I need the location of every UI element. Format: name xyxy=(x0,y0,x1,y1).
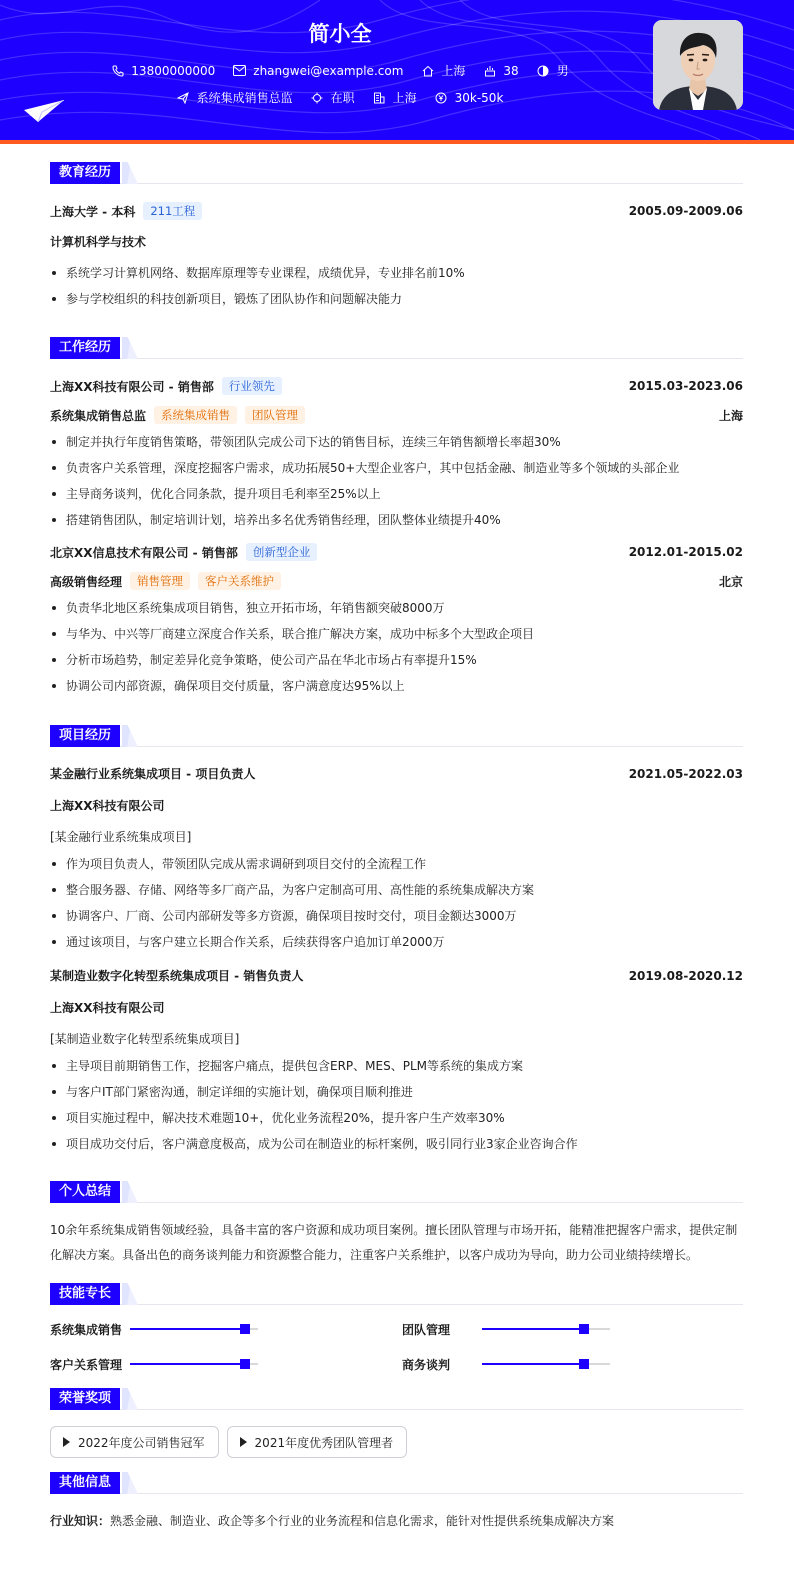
section-title: 荣誉奖项 xyxy=(50,1388,120,1410)
paper-plane-icon xyxy=(24,100,64,122)
awards-list xyxy=(50,1426,743,1458)
other-text: 熟悉金融、制造业、政企等多个行业的业务流程和信息化需求，能针对性提供系统集成解决方案 xyxy=(110,1514,615,1528)
position-info xyxy=(177,89,293,106)
project-company: 上海XX科技有限公司 xyxy=(50,799,165,813)
building-icon xyxy=(373,91,386,104)
send-icon xyxy=(177,91,190,104)
job-location: 上海 xyxy=(718,408,743,423)
section-title-tail xyxy=(122,1388,138,1410)
job-bullets xyxy=(50,429,743,533)
section-title-tail xyxy=(122,1181,138,1203)
list-item: 整合服务器、存储、网络等多厂商产品，为客户定制高可用、高性能的系统集成解决方案 xyxy=(50,877,743,903)
education-period: 2005.09-2009.06 xyxy=(628,204,743,218)
award-chip xyxy=(50,1426,219,1458)
section-title-tail xyxy=(122,725,138,747)
list-item: 系统学习计算机网络、数据库原理等专业课程，成绩优异，专业排名前10% xyxy=(50,260,743,286)
section-header xyxy=(50,1472,743,1494)
skills-grid xyxy=(50,1319,743,1374)
city-text: 上海 xyxy=(441,64,466,78)
job-role-row xyxy=(50,572,743,590)
phone-info xyxy=(111,64,215,78)
job-role: 高级销售经理 xyxy=(50,574,123,589)
list-item: 参与学校组织的科技创新项目，锻炼了团队协作和问题解决能力 xyxy=(50,286,743,312)
skill-item xyxy=(402,1354,743,1374)
section-header xyxy=(50,1283,743,1305)
skill-name: 客户关系管理 xyxy=(50,1357,123,1372)
home-icon xyxy=(421,64,434,77)
skill-bar-knob xyxy=(579,1359,589,1369)
project-header-row xyxy=(50,765,743,782)
project-bullets xyxy=(50,1053,743,1157)
job-location: 北京 xyxy=(718,574,743,589)
role-tag: 团队管理 xyxy=(245,406,305,424)
section-title: 工作经历 xyxy=(50,337,120,359)
age-info xyxy=(483,64,518,78)
project-label: [某制造业数字化转型系统集成项目] xyxy=(50,1032,240,1046)
company-tag: 创新型企业 xyxy=(246,543,318,561)
section-header xyxy=(50,725,743,747)
position-text: 系统集成销售总监 xyxy=(196,91,293,105)
list-item: 负责客户关系管理，深度挖掘客户需求，成功拓展50+大型企业客户，其中包括金融、制造业等多个领域的头部企业 xyxy=(50,455,743,481)
role-tag: 客户关系维护 xyxy=(198,572,281,590)
status-info xyxy=(311,89,355,106)
summary-section xyxy=(50,1181,743,1268)
role-tag: 系统集成销售 xyxy=(154,406,237,424)
section-title-tail xyxy=(122,1472,138,1494)
gender-text: 男 xyxy=(556,64,569,78)
skill-bar-knob xyxy=(240,1359,250,1369)
section-header xyxy=(50,1388,743,1410)
resume-body xyxy=(50,144,743,1529)
company-name: 北京XX信息技术有限公司 - 销售部 xyxy=(50,545,238,560)
list-item: 与客户IT部门紧密沟通，制定详细的实施计划，确保项目顺利推进 xyxy=(50,1079,743,1105)
skill-bar xyxy=(482,1328,610,1330)
cake-icon xyxy=(483,64,496,77)
section-title: 教育经历 xyxy=(50,162,120,184)
list-item: 主导商务谈判，优化合同条款，提升项目毛利率至25%以上 xyxy=(50,481,743,507)
play-triangle-icon xyxy=(63,1437,70,1447)
project-name: 某金融行业系统集成项目 - 项目负责人 xyxy=(50,767,256,781)
project-period: 2019.08-2020.12 xyxy=(628,968,743,983)
section-title-tail xyxy=(122,1283,138,1305)
work-city-text: 上海 xyxy=(392,91,417,105)
work-section xyxy=(50,337,743,699)
email-info xyxy=(233,64,403,78)
job-role-row xyxy=(50,406,743,424)
list-item: 搭建销售团队，制定培训计划，培养出多名优秀销售经理，团队整体业绩提升40% xyxy=(50,507,743,533)
role-tag: 销售管理 xyxy=(130,572,190,590)
phone-icon xyxy=(111,64,124,77)
skills-section xyxy=(50,1283,743,1374)
list-item: 负责华北地区系统集成项目销售，独立开拓市场，年销售额突破8000万 xyxy=(50,595,743,621)
job-intent-row xyxy=(0,89,680,106)
list-item: 通过该项目，与客户建立长期合作关系，后续获得客户追加订单2000万 xyxy=(50,929,743,955)
education-row xyxy=(50,202,743,220)
education-section xyxy=(50,162,743,312)
section-title: 个人总结 xyxy=(50,1181,120,1203)
project-period: 2021.05-2022.03 xyxy=(628,766,743,781)
skill-bar-fill xyxy=(482,1363,584,1365)
skill-bar xyxy=(482,1363,610,1365)
list-item: 协调公司内部资源，确保项目交付质量，客户满意度达95%以上 xyxy=(50,673,743,699)
skill-item xyxy=(50,1319,402,1339)
status-text: 在职 xyxy=(330,91,355,105)
project-header-row xyxy=(50,967,743,984)
list-item: 项目实施过程中，解决技术难题10+，优化业务流程20%，提升客户生产效率30% xyxy=(50,1105,743,1131)
skill-bar-fill xyxy=(130,1363,245,1365)
skill-item xyxy=(50,1354,402,1374)
age-text: 38 xyxy=(503,63,519,78)
phone-text: 13800000000 xyxy=(131,63,216,78)
skill-item xyxy=(402,1319,743,1339)
gender-info xyxy=(537,62,569,79)
section-header xyxy=(50,337,743,359)
play-triangle-icon xyxy=(240,1437,247,1447)
company-tag: 行业领先 xyxy=(222,377,282,395)
section-header xyxy=(50,162,743,184)
award-chip xyxy=(227,1426,408,1458)
skill-bar xyxy=(130,1363,258,1365)
job-bullets xyxy=(50,595,743,699)
section-title-tail xyxy=(122,337,138,359)
education-bullets xyxy=(50,260,743,312)
skill-bar-knob xyxy=(579,1324,589,1334)
skill-bar-fill xyxy=(482,1328,584,1330)
list-item: 协调客户、厂商、公司内部研发等多方资源，确保项目按时交付，项目金额达3000万 xyxy=(50,903,743,929)
list-item: 分析市场趋势，制定差异化竞争策略，使公司产品在华北市场占有率提升15% xyxy=(50,647,743,673)
salary-info xyxy=(435,91,504,105)
money-icon xyxy=(435,91,448,104)
job-header-row xyxy=(50,543,743,561)
list-item: 制定并执行年度销售策略，带领团队完成公司下达的销售目标，连续三年销售额增长率超30% xyxy=(50,429,743,455)
school-tag: 211工程 xyxy=(143,202,202,220)
avatar xyxy=(653,20,743,110)
project-name: 某制造业数字化转型系统集成项目 - 销售负责人 xyxy=(50,969,304,983)
gender-icon xyxy=(537,64,550,77)
email-text: zhangwei@example.com xyxy=(253,63,404,78)
project-company: 上海XX科技有限公司 xyxy=(50,1001,165,1015)
other-section xyxy=(50,1472,743,1529)
salary-text: 30k-50k xyxy=(454,90,504,105)
mail-icon xyxy=(233,64,246,77)
project-section xyxy=(50,725,743,1157)
summary-text: 10余年系统集成销售领域经验，具备丰富的客户资源和成功项目案例。擅长团队管理与市场开拓，能精准把握客户需求，提供定制化解决方案。具备出色的商务谈判能力和资源整合能力，注重客户关系维护，以客户成功为导向，助力公司业绩持续增长。 xyxy=(50,1223,738,1262)
contact-row xyxy=(0,62,680,79)
project-label: [某金融行业系统集成项目] xyxy=(50,830,192,844)
award-text: 2022年度公司销售冠军 xyxy=(78,1435,205,1450)
skill-bar xyxy=(130,1328,258,1330)
list-item: 与华为、中兴等厂商建立深度合作关系，联合推广解决方案，成功中标多个大型政企项目 xyxy=(50,621,743,647)
company-name: 上海XX科技有限公司 - 销售部 xyxy=(50,379,214,394)
status-icon xyxy=(311,91,324,104)
other-label: 行业知识： xyxy=(50,1514,111,1528)
project-bullets xyxy=(50,851,743,955)
list-item: 主导项目前期销售工作，挖掘客户痛点，提供包含ERP、MES、PLM等系统的集成方案 xyxy=(50,1053,743,1079)
skill-bar-fill xyxy=(130,1328,245,1330)
major: 计算机科学与技术 xyxy=(50,235,147,249)
city-info xyxy=(421,62,465,79)
skill-bar-knob xyxy=(240,1324,250,1334)
work-city-info xyxy=(373,89,417,106)
school-name: 上海大学 - 本科 xyxy=(50,204,136,219)
list-item: 项目成功交付后，客户满意度极高，成为公司在制造业的标杆案例，吸引同行业3家企业咨询合作 xyxy=(50,1131,743,1157)
other-info xyxy=(50,1512,743,1529)
section-title-tail xyxy=(122,162,138,184)
section-title: 其他信息 xyxy=(50,1472,120,1494)
section-title: 技能专长 xyxy=(50,1283,120,1305)
section-title: 项目经历 xyxy=(50,725,120,747)
list-item: 作为项目负责人，带领团队完成从需求调研到项目交付的全流程工作 xyxy=(50,851,743,877)
skill-name: 团队管理 xyxy=(402,1322,451,1337)
job-header-row xyxy=(50,377,743,395)
job-role: 系统集成销售总监 xyxy=(50,408,147,423)
skill-name: 商务谈判 xyxy=(402,1357,451,1372)
section-header xyxy=(50,1181,743,1203)
resume-header xyxy=(0,0,794,140)
job-period: 2015.03-2023.06 xyxy=(628,379,743,393)
awards-section xyxy=(50,1388,743,1458)
award-text: 2021年度优秀团队管理者 xyxy=(254,1435,394,1450)
skill-name: 系统集成销售 xyxy=(50,1322,123,1337)
job-period: 2012.01-2015.02 xyxy=(628,545,743,559)
candidate-name: 简小全 xyxy=(308,22,372,46)
